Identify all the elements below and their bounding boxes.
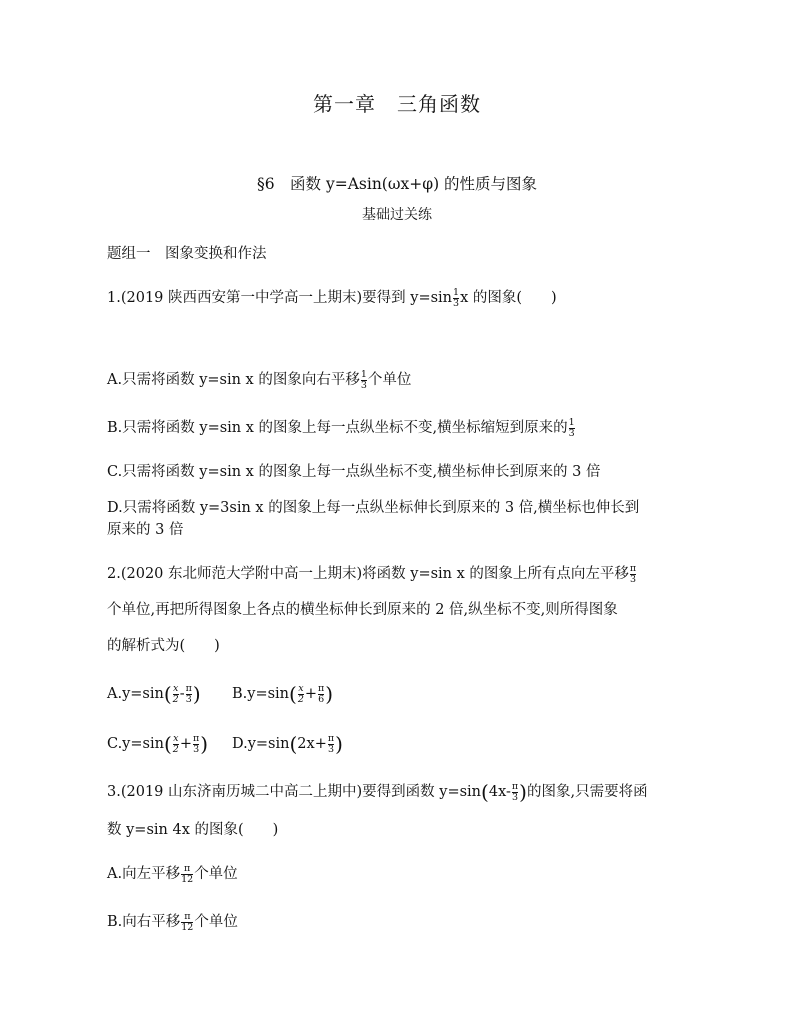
close-paren-icon: ) — [325, 682, 334, 706]
close-paren-icon: ) — [200, 732, 209, 756]
frac-numerator: 1 — [360, 368, 367, 380]
frac-denominator: 2 — [172, 743, 179, 755]
frac-numerator: π — [327, 732, 335, 744]
frac-denominator: 3 — [453, 297, 460, 309]
frac-numerator: π — [511, 780, 519, 792]
q3-option-b-text: B.向右平移 — [107, 914, 181, 930]
q3-stem-text-a: 3.(2019 山东济南历城二中高二上期中)要得到函数 y=sin — [107, 784, 482, 800]
open-paren-icon: ( — [163, 732, 172, 756]
open-paren-icon: ( — [289, 732, 298, 756]
chapter-title: 第一章 三角函数 — [313, 92, 481, 116]
frac-numerator: π — [184, 910, 191, 922]
frac-numerator: 1 — [568, 416, 575, 428]
frac-denominator: 3 — [512, 791, 519, 803]
q2-option-c-operator: + — [179, 736, 192, 752]
frac-numerator: π — [318, 682, 325, 694]
q2-stem-text: 2.(2020 东北师范大学附中高一上期末)将函数 y=sin x 的图象上所有点向左平移 — [107, 566, 629, 582]
q2-option-a-frac1 — [173, 684, 179, 705]
q2-option-a-frac2 — [186, 684, 192, 705]
frac-denominator: 2 — [297, 693, 304, 705]
q2-option-b-frac2 — [318, 684, 324, 705]
q2-option-a-operator: - — [179, 686, 185, 702]
frac-denominator: 3 — [360, 379, 367, 391]
frac-denominator: 3 — [568, 427, 575, 439]
q3-stem-inner: 4x- — [488, 784, 511, 800]
q2-stem-line1 — [107, 562, 637, 585]
frac-numerator: π — [185, 682, 192, 694]
frac-denominator: 12 — [181, 921, 194, 933]
open-paren-icon: ( — [289, 682, 297, 706]
frac-denominator: 3 — [327, 743, 334, 755]
q3-stem-line2: 数 y=sin 4x 的图象( ) — [107, 822, 279, 838]
q1-option-a — [107, 368, 411, 391]
frac-numerator: x — [173, 682, 179, 694]
q1-option-b-fraction — [569, 418, 575, 439]
q2-option-d-frac — [328, 734, 334, 755]
q3-option-a-text: A.向左平移 — [107, 866, 181, 882]
frac-numerator: x — [173, 732, 179, 744]
frac-numerator: x — [298, 682, 304, 694]
q3-stem-line1 — [107, 780, 648, 804]
frac-denominator: 3 — [185, 693, 192, 705]
close-paren-icon: ) — [192, 682, 201, 706]
q2-option-a — [107, 682, 201, 706]
frac-numerator: 1 — [453, 286, 460, 298]
q3-option-a-tail: 个单位 — [194, 866, 238, 882]
frac-denominator: 2 — [172, 693, 179, 705]
q1-stem — [107, 286, 557, 309]
q3-stem-fraction — [512, 782, 518, 803]
q3-option-a — [107, 862, 238, 885]
q2-option-a-label: A.y=sin — [107, 686, 164, 702]
frac-numerator: π — [192, 732, 200, 744]
q2-stem-line3: 的解析式为( ) — [107, 638, 220, 654]
q2-stem-fraction — [630, 564, 636, 585]
q2-option-b — [232, 682, 333, 706]
frac-numerator: π — [629, 562, 637, 574]
q2-option-d-inner: 2x+ — [297, 736, 327, 752]
q3-stem-text-b: 的图象,只需要将函 — [526, 784, 648, 800]
open-paren-icon: ( — [481, 780, 489, 804]
close-paren-icon: ) — [519, 780, 527, 804]
q2-option-b-label: B.y=sin — [232, 686, 290, 702]
group-title: 题组一 图象变换和作法 — [107, 246, 267, 262]
q1-option-a-text: A.只需将函数 y=sin x 的图象向右平移 — [107, 372, 360, 388]
q3-option-a-fraction — [181, 864, 193, 885]
q3-option-b-fraction — [181, 912, 193, 933]
q1-option-a-tail: 个单位 — [367, 372, 412, 388]
q1-option-b — [107, 416, 576, 439]
frac-denominator: 3 — [630, 573, 637, 585]
frac-denominator: 6 — [318, 693, 325, 705]
section-title: §6 函数 y=Asin(ωx+φ) 的性质与图象 — [256, 175, 538, 193]
q1-option-a-fraction — [361, 370, 367, 391]
q1-stem-text-b: x 的图象( ) — [460, 290, 557, 306]
q2-option-c-frac1 — [173, 734, 179, 755]
frac-numerator: π — [184, 862, 191, 874]
q1-option-c: C.只需将函数 y=sin x 的图象上每一点纵坐标不变,横坐标伸长到原来的 3 倍 — [107, 464, 601, 480]
q1-option-d-line2: 原来的 3 倍 — [107, 522, 184, 538]
q2-option-d — [232, 732, 343, 756]
open-paren-icon: ( — [163, 682, 172, 706]
q2-option-d-label: D.y=sin — [232, 736, 290, 752]
q3-option-b-tail: 个单位 — [194, 914, 238, 930]
q1-stem-fraction — [453, 288, 459, 309]
frac-denominator: 3 — [193, 743, 200, 755]
q2-option-b-operator: + — [304, 686, 318, 702]
q2-option-c — [107, 732, 208, 756]
q2-option-c-label: C.y=sin — [107, 736, 164, 752]
q2-stem-line2: 个单位,再把所得图象上各点的横坐标伸长到原来的 2 倍,纵坐标不变,则所得图象 — [107, 602, 618, 618]
frac-denominator: 12 — [181, 873, 194, 885]
q1-stem-text-a: 1.(2019 陕西西安第一中学高一上期末)要得到 y=sin — [107, 290, 453, 306]
q2-option-c-frac2 — [193, 734, 199, 755]
q1-option-d-line1: D.只需将函数 y=3sin x 的图象上每一点纵坐标伸长到原来的 3 倍,横坐标也伸长到 — [107, 500, 640, 516]
q2-option-b-frac1 — [298, 684, 304, 705]
close-paren-icon: ) — [335, 732, 343, 756]
q3-option-b — [107, 910, 238, 933]
q1-option-b-text: B.只需将函数 y=sin x 的图象上每一点纵坐标不变,横坐标缩短到原来的 — [107, 420, 568, 436]
exercise-subtitle: 基础过关练 — [362, 207, 432, 223]
